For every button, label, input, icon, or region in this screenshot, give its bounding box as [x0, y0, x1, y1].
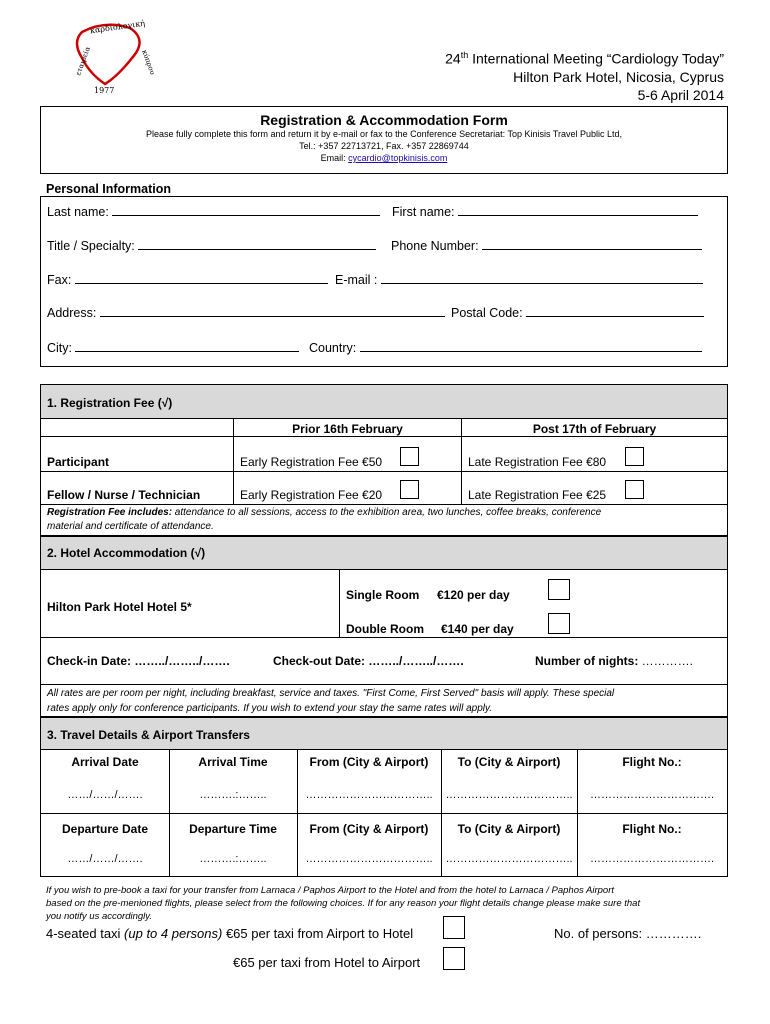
taxi-note	[46, 884, 640, 923]
late25-checkbox[interactable]	[625, 480, 644, 499]
registration-title: 1. Registration Fee (√)	[41, 385, 727, 419]
col-prior: Prior 16th February	[292, 422, 403, 436]
col-post: Post 17th of February	[532, 422, 657, 436]
first-name-field[interactable]	[458, 204, 698, 216]
late80-checkbox[interactable]	[625, 447, 644, 466]
taxi-airport-hotel-label: €65 per taxi from Airport to Hotel	[222, 926, 414, 941]
form-header	[40, 106, 728, 174]
title-specialty-field[interactable]	[138, 238, 376, 250]
meeting-venue: Hilton Park Hotel, Nicosia, Cyprus	[513, 68, 724, 85]
departure-flight-field[interactable]: …………………………….	[589, 853, 715, 865]
fax-field[interactable]	[75, 272, 328, 284]
departure-flight-header: Flight No.:	[622, 822, 682, 836]
taxi-option-1	[46, 926, 413, 941]
registration-section	[40, 384, 728, 536]
phone-field[interactable]	[482, 238, 702, 250]
hotel-note-1: All rates are per room per night, including breakfast, service and taxes. "First Come, First Served" basis will apply. These special	[47, 688, 615, 699]
arrival-time-field[interactable]: ……….:……..	[199, 789, 267, 801]
arrival-time-header: Arrival Time	[198, 755, 268, 769]
taxi-note-3: you notify us accordingly.	[46, 911, 152, 922]
instructions: Please fully complete this form and return it by e-mail or fax to the Conference Secretariat: Top Kinisis Travel Public Ltd,	[145, 129, 623, 139]
fellow-label: Fellow / Nurse / Technician	[47, 488, 201, 502]
hotel-name: Hilton Park Hotel Hotel 5*	[47, 600, 192, 614]
taxi-hotel-airport-label: €65 per taxi from Hotel to Airport	[233, 955, 421, 970]
personal-info-title: Personal Information	[46, 182, 172, 196]
fee-includes	[47, 506, 601, 520]
address-field[interactable]	[100, 305, 445, 317]
email-label: Email:	[320, 153, 349, 163]
form-title: Registration & Accommodation Form	[260, 112, 508, 128]
travel-title: 3. Travel Details & Airport Transfers	[41, 718, 727, 750]
participant-label: Participant	[47, 455, 110, 469]
early20-checkbox[interactable]	[400, 480, 419, 499]
first-name-label: First name:	[392, 205, 455, 219]
taxi-note-2: based on the pre-menioned flights, please select from the following choices. If for any reason your flight details change please make sure that	[46, 898, 641, 909]
city-field[interactable]	[75, 340, 299, 352]
svg-text:καρδιολογική: καρδιολογική	[89, 18, 146, 36]
taxi-airport-hotel-checkbox[interactable]	[443, 916, 465, 939]
departure-time-field[interactable]: ……….:……..	[199, 853, 267, 865]
arrival-from-header: From (City & Airport)	[309, 755, 429, 769]
checkin-date[interactable]: Check-in Date: ……../……../…….	[47, 654, 230, 668]
fee-includes-label: Registration Fee includes:	[47, 507, 173, 518]
persons-field[interactable]: No. of persons: ………….	[554, 926, 702, 941]
fax-label: Fax:	[47, 273, 72, 287]
meeting-number: 24	[445, 50, 461, 67]
arrival-flight-field[interactable]: …………………………….	[589, 789, 715, 801]
departure-from-header: From (City & Airport)	[309, 822, 429, 836]
email-link[interactable]: cycardio@topkinisis.com	[348, 153, 448, 163]
early50-checkbox[interactable]	[400, 447, 419, 466]
phone-label: Phone Number:	[391, 239, 479, 253]
single-room-price: €120 per day	[437, 588, 510, 602]
departure-to-header: To (City & Airport)	[457, 822, 561, 836]
single-room-label: Single Room	[346, 588, 420, 602]
taxi-capacity: (up to 4 persons)	[124, 926, 223, 941]
arrival-to-field[interactable]: ……………………………..	[445, 789, 573, 801]
meeting-info	[445, 46, 724, 104]
society-logo	[60, 18, 157, 96]
arrival-flight-header: Flight No.:	[622, 755, 682, 769]
late25-label: Late Registration Fee €25	[468, 488, 607, 502]
departure-date-field[interactable]: ……/……/…….	[67, 853, 143, 865]
meeting-dates: 5-6 April 2014	[637, 86, 724, 103]
nights-label: Number of nights:	[535, 654, 639, 668]
nights-field[interactable]: ………….	[638, 654, 693, 668]
taxi-label: 4-seated taxi	[46, 926, 125, 941]
taxi-note-1: If you wish to pre-book a taxi for your transfer from Larnaca / Paphos Airport to the Hotel and from the hotel to Larnaca / Paphos Airport	[46, 885, 615, 896]
double-room-label: Double Room	[346, 622, 424, 636]
double-room-price: €140 per day	[441, 622, 514, 636]
last-name-label: Last name:	[47, 205, 109, 219]
postal-code-field[interactable]	[526, 305, 704, 317]
checkout-date[interactable]: Check-out Date: ……../……../…….	[273, 654, 464, 668]
arrival-from-field[interactable]: ……………………………..	[305, 789, 433, 801]
country-label: Country:	[309, 341, 357, 355]
arrival-date-field[interactable]: ……/……/…….	[67, 789, 143, 801]
hotel-note-2: rates apply only for conference participants. If you wish to extend your stay the same rates will apply.	[47, 703, 493, 714]
departure-date-header: Departure Date	[61, 822, 149, 836]
departure-time-header: Departure Time	[189, 822, 277, 836]
departure-from-field[interactable]: ……………………………..	[305, 853, 433, 865]
email-input[interactable]	[381, 272, 703, 284]
hotel-section	[40, 536, 728, 717]
late80-label: Late Registration Fee €80	[468, 455, 607, 469]
city-label: City:	[47, 341, 72, 355]
svg-text:1977: 1977	[94, 86, 115, 95]
title-specialty-label: Title / Specialty:	[47, 239, 135, 253]
meeting-number-suffix: th	[460, 50, 469, 60]
address-label: Address:	[47, 306, 97, 320]
postal-code-label: Postal Code:	[451, 306, 523, 320]
hotel-title: 2. Hotel Accommodation (√)	[41, 537, 727, 570]
arrival-date-header: Arrival Date	[71, 755, 139, 769]
travel-section	[40, 717, 728, 877]
double-room-checkbox[interactable]	[548, 613, 570, 634]
fee-includes-text: attendance to all sessions, access to the exhibition area, two lunches, coffee breaks, conference	[172, 507, 602, 518]
taxi-hotel-airport-checkbox[interactable]	[443, 947, 465, 970]
departure-to-field[interactable]: ……………………………..	[445, 853, 573, 865]
svg-text:κύπρου: κύπρου	[140, 48, 157, 76]
email-field-label: E-mail :	[335, 273, 378, 287]
early50-label: Early Registration Fee €50	[240, 455, 383, 469]
contact-phone-fax: Tel.: +357 22713721, Fax. +357 22869744	[299, 141, 469, 151]
svg-text:εταιρεία: εταιρεία	[74, 45, 93, 77]
arrival-to-header: To (City & Airport)	[457, 755, 561, 769]
single-room-checkbox[interactable]	[548, 579, 570, 600]
meeting-title: International Meeting “Cardiology Today”	[468, 50, 724, 67]
fee-includes-text2: material and certificate of attendance.	[47, 521, 214, 532]
early20-label: Early Registration Fee €20	[240, 488, 383, 502]
last-name-field[interactable]	[112, 204, 380, 216]
country-field[interactable]	[360, 340, 702, 352]
personal-info-box	[40, 196, 728, 367]
